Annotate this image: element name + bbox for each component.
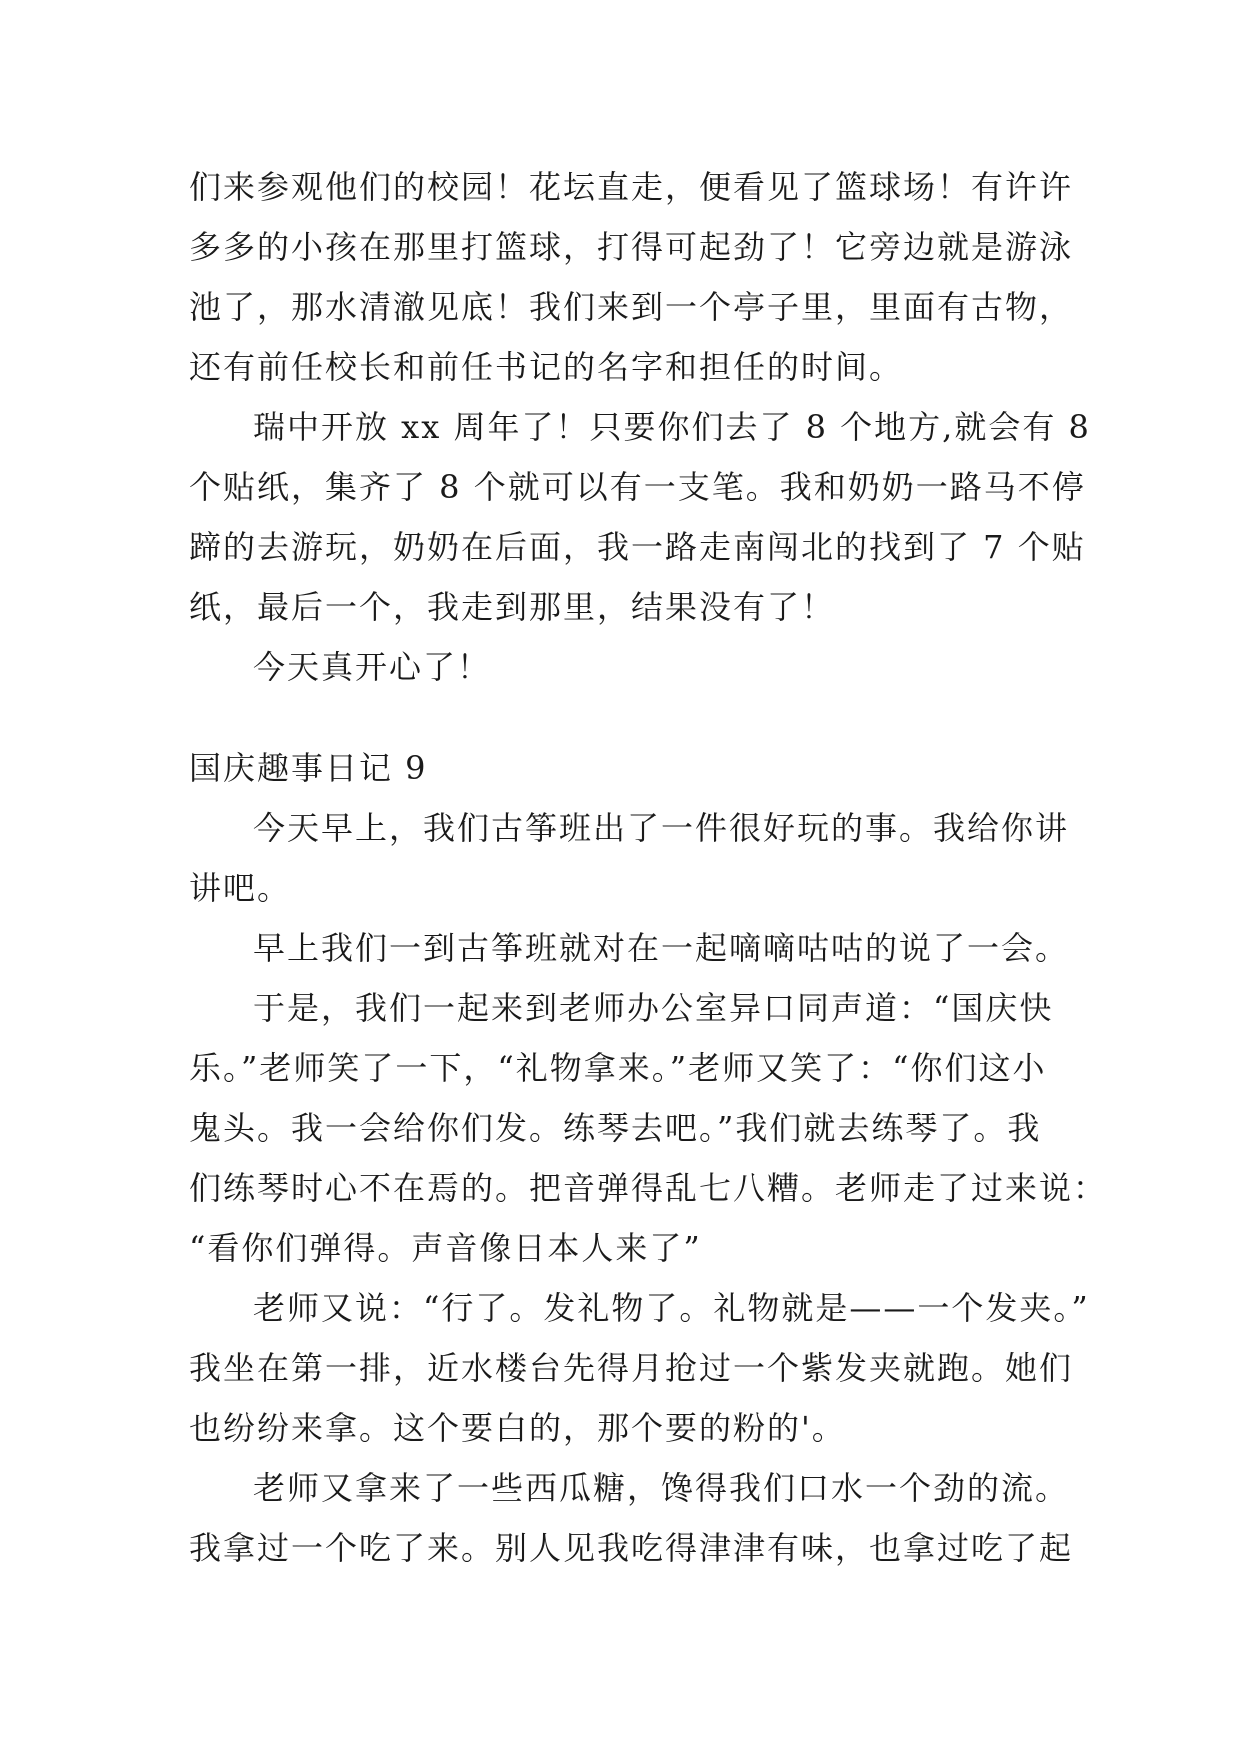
text-line: 池了，那水清澈见底！我们来到一个亭子里，里面有古物， [189,288,1074,326]
text-line: 们来参观他们的校园！花坛直走，便看见了篮球场！有许许 [189,168,1074,206]
text-line: “看你们弹得。声音像日本人来了” [189,1229,702,1267]
text-line: 讲吧。 [189,869,292,907]
paragraph [189,1278,1090,1458]
paragraph [189,978,1108,1278]
paragraph [189,798,1069,918]
text-line: 瑞中开放 xx 周年了！只要你们去了 8 个地方,就会有 8 [253,408,1091,446]
text-line: 蹄的去游玩，奶奶在后面，我一路走南闯北的找到了 7 个贴 [189,528,1086,566]
text-line: 于是，我们一起来到老师办公室异口同声道：“国庆快 [253,989,1054,1027]
text-line: 也纷纷来拿。这个要白的，那个要的粉的'。 [189,1409,846,1447]
diary-section-2 [189,738,1108,1578]
text-line: 乐。”老师笑了一下，“礼物拿来。”老师又笑了：“你们这小 [189,1049,1047,1087]
text-line: 今天早上，我们古筝班出了一件很好玩的事。我给你讲 [253,809,1070,847]
paragraph [189,1458,1074,1578]
paragraph [189,157,1074,397]
paragraph [189,918,1069,978]
text-line: 老师又说：“行了。发礼物了。礼物就是——一个发夹。” [253,1289,1090,1327]
text-line: 们练琴时心不在焉的。把音弹得乱七八糟。老师走了过来说： [189,1169,1108,1207]
text-line: 个贴纸，集齐了 8 个就可以有一支笔。我和奶奶一路马不停 [189,468,1086,506]
text-line: 多多的小孩在那里打篮球，打得可起劲了！它旁边就是游泳 [189,228,1074,266]
text-line: 老师又拿来了一些西瓜糖，馋得我们口水一个劲的流。 [253,1469,1070,1507]
text-line: 还有前任校长和前任书记的名字和担任的时间。 [189,348,904,386]
text-line: 我坐在第一排，近水楼台先得月抢过一个紫发夹就跑。她们 [189,1349,1074,1387]
text-line: 鬼头。我一会给你们发。练琴去吧。”我们就去练琴了。我 [189,1109,1042,1147]
diary-section-1 [189,157,1091,697]
text-line: 我拿过一个吃了来。别人见我吃得津津有味，也拿过吃了起 [189,1529,1074,1567]
text-line: 早上我们一到古筝班就对在一起嘀嘀咕咕的说了一会。 [253,929,1070,967]
paragraph [189,397,1091,637]
paragraph [189,637,1069,697]
diary-title: 国庆趣事日记 9 [189,749,428,787]
text-line: 纸，最后一个，我走到那里，结果没有了！ [189,588,836,626]
text-line: 今天真开心了！ [253,648,492,686]
